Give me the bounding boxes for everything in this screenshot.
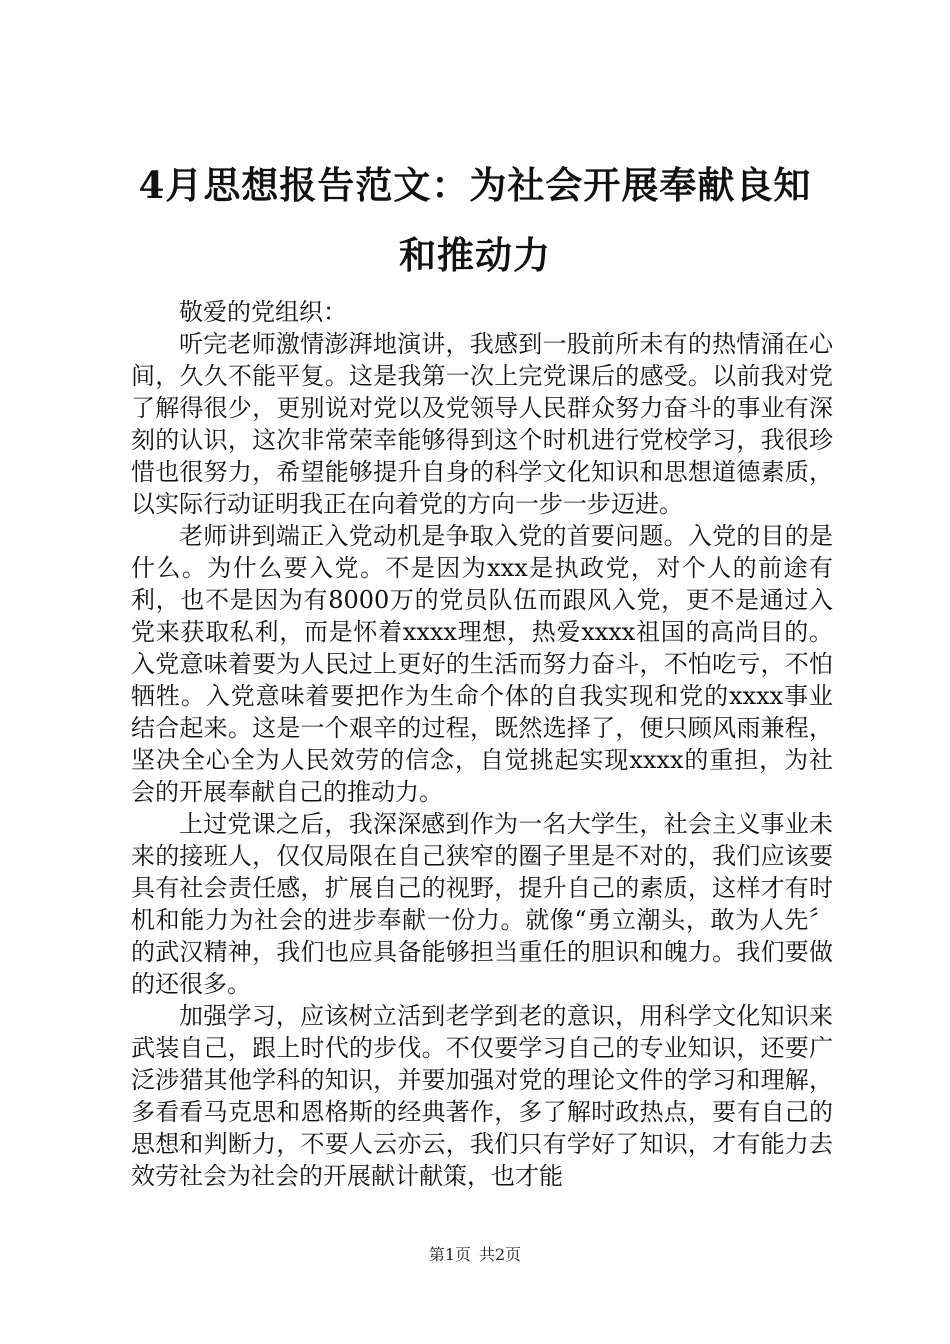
paragraph-1: 听完老师激情澎湃地演讲，我感到一股前所未有的热情涌在心间，久久不能平复。这是我第一次上完党课后的感受。以前我对党了解得很少，更别说对党以及党领导人民群众努力奋斗的事业有深刻的认识，这次非常荣幸能够得到这个时机进行党校学习，我很珍惜也很努力，希望能够提升自身的科学文化知识和思想道德素质，以实际行动证明我正在向着党的方向一步一步迈进。 <box>131 330 833 518</box>
paragraph-2: 老师讲到端正入党动机是争取入党的首要问题。入党的目的是什么。为什么要入党。不是因为xxx是执政党，对个人的前途有利，也不是因为有8000万的党员队伍而跟风入党，更不是通过入党来获取私利，而是怀着xxxx理想，热爱xxxx祖国的高尚目的。入党意味着要为人民过上更好的生活而努力奋斗，不怕吃亏，不怕牺牲。入党意味着要把作为生命个体的自我实现和党的xxxx事业结合起来。这是一个艰辛的过程，既然选择了，便只顾风雨兼程，坚决全心全为人民效劳的信念，自觉挑起实现xxxx的重担，为社会的开展奉献自己的推动力。 <box>131 522 833 806</box>
document-body <box>131 296 833 1192</box>
page-number-current: 第1页 <box>428 1245 471 1264</box>
paragraph-3: 上过党课之后，我深深感到作为一名大学生，社会主义事业未来的接班人，仅仅局限在自己狭窄的圈子里是不对的，我们应该要具有社会责任感，扩展自己的视野，提升自己的素质，这样才有时机和能力为社会的进步奉献一份力。就像“勇立潮头，敢为人先〞的武汉精神，我们也应具备能够担当重任的胆识和魄力。我们要做的还很多。 <box>131 810 833 998</box>
salutation: 敬爱的党组织： <box>179 298 347 326</box>
page-footer <box>0 1244 950 1266</box>
paragraph-4: 加强学习，应该树立活到老学到老的意识，用科学文化知识来武装自己，跟上时代的步伐。不仅要学习自己的专业知识，还要广泛涉猎其他学科的知识，并要加强对党的理论文件的学习和理解，多看看马克思和恩格斯的经典著作，多了解时政热点，要有自己的思想和判断力，不要人云亦云，我们只有学好了知识，才有能力去效劳社会为社会的开展献计献策，也才能 <box>131 1002 833 1190</box>
document-title: 4月思想报告范文：为社会开展奉献良知和推动力 <box>138 163 812 277</box>
page-number-total: 共2页 <box>479 1245 522 1264</box>
